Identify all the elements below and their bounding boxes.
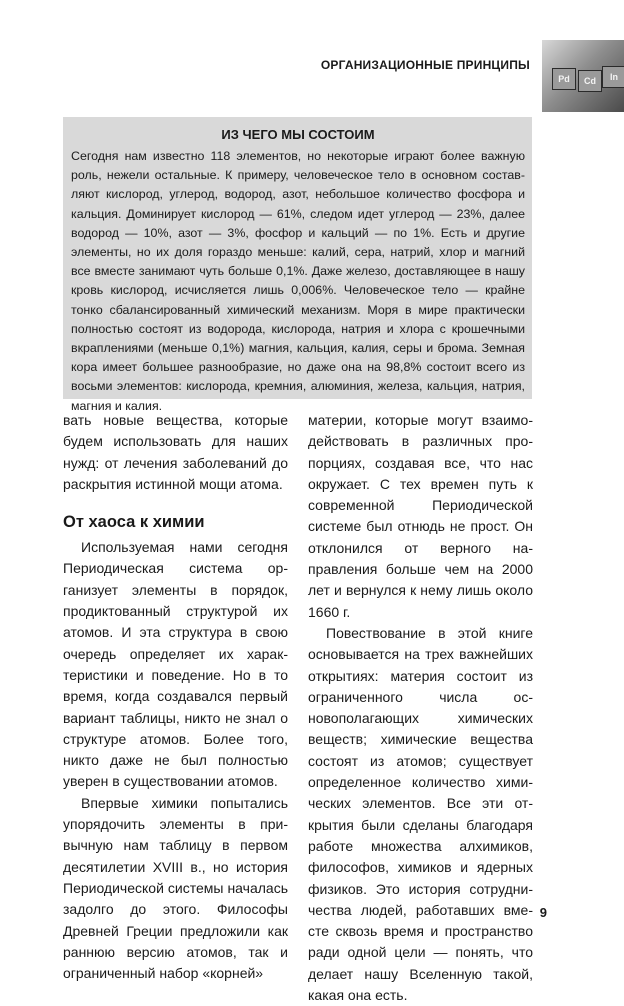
periodic-table-corner-image [542,40,624,112]
sidebar-box [63,117,532,413]
sidebar-title: ИЗ ЧЕГО МЫ СОСТОИМ [221,127,375,142]
element-tile-cd: Cd [578,70,602,92]
left-paragraph-1: вать новые вещества, которые будем использовать для наших нужд: от лечения заболеваний до раскрытия истинной мощи атома. [63,412,288,492]
right-paragraph-1: материи, которые могут взаимодействовать в различных пропорциях, создавая все, что нас окружает. С тех времен путь к современной Периодической системе был отнюдь не прост. Он отклонился от верного направления больше чем на 2000 лет и вернулся к нему лишь около 1660 г. [308,412,533,620]
running-header: ОРГАНИЗАЦИОННЫЕ ПРИНЦИПЫ [320,58,530,72]
element-tile-pd: Pd [552,68,576,90]
section-heading: От хаоса к химии [63,513,205,532]
element-tile-in: In [602,66,624,88]
right-paragraph-2: Повествование в этой книге основывается на трех важнейших открытиях: материя состоит из ограниченного числа основополагающих химических веществ; химические вещества состоят из атомов; существует определенное количество химических элементов. Все эти открытия были сделаны благодаря работе множества алхимиков, философов, химиков и ядерных физиков. Это история сотрудничества людей, работавших вместе сквозь время и пространство ради одной цели — понять, что делает нашу Вселенную такой, какая она есть. [308,624,533,1004]
left-paragraph-3: Впервые химики попытались упорядочить элементы в привычную нам таблицу в первом десятилетии XVIII в., но история Периодической системы началась задолго до этого. Философы Древней Греции предложили как раннюю версию атомов, так и ограниченный набор «корней» [63,794,288,982]
sidebar-text: Сегодня нам известно 118 элементов, но некоторые играют более важную роль, нежели остальные. К примеру, человеческое тело в основном составляют кислород, углерод, водород, азот, небольшое количество фосфора и кальция. Доминирует кислород — 61%, следом идет углерод — 23%, далее водород — 10%, азот — 3%, фосфор и кальций — по 1%. Есть и другие элементы, но их доля гораздо меньше: калий, сера, натрий, хлор и магний все вместе занимают чуть больше 0,1%. Даже железо, доставляющее в нашу кровь кислород, исчисляется лишь 0,006%. Человеческое тело — крайне тонко сбалансированный химический механизм. Моря в мире практически полностью состоят из водорода, кислорода, натрия и хлора с крошечными вкраплениями (меньше 0,1%) магния, кальция, калия, серы и брома. Земная кора имеет большее разнообразие, но даже она на 98,8% состоит всего из восьми элементов: кислорода, кремния, алюминия, железа, кальция, натрия, магния и калия. [71,149,525,413]
page-number: 9 [539,905,547,920]
left-paragraph-2: Используемая нами сегодня Периодическая система организует элементы в порядок, продиктованный структурой их атомов. И эта структура в свою очередь определяет их характеристики и поведение. Но в то время, когда создавался первый вариант таблицы, никто не знал о структуре атомов. Более того, никто даже не был полностью уверен в существовании атомов. [63,539,288,790]
left-column [63,410,288,984]
right-column [308,410,533,1006]
